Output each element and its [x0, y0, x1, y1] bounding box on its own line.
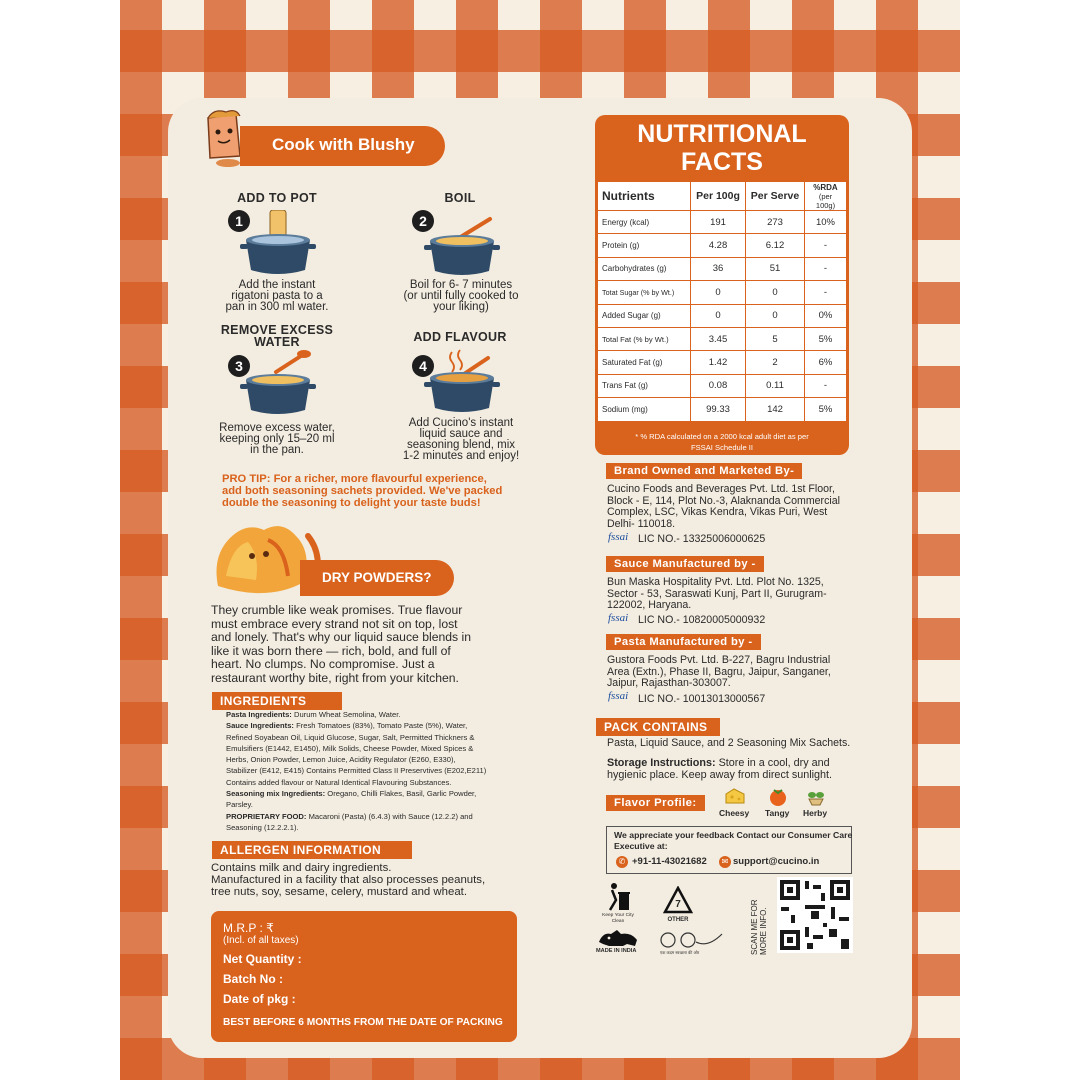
sauce-ingredients-text-1: Fresh Tomatoes (83%), Tomato Paste (5%), Water,: [293, 721, 468, 731]
allergen-heading: ALLERGEN INFORMATION: [212, 841, 412, 859]
pasta-mfr-line-1: Gustora Foods Pvt. Ltd. B-227, Bagru Industrial: [607, 654, 831, 666]
nutrition-table: [597, 181, 847, 422]
per-100g-value: 1.42: [691, 351, 746, 374]
per-serve-value: 142: [746, 398, 805, 421]
storage-line-1: [607, 757, 830, 769]
flavor-heading: Flavor Profile:: [606, 795, 705, 811]
swachh-bharat-label: एक कदम स्वच्छता की ओर: [660, 950, 700, 955]
per-100g-value: 36: [691, 257, 746, 280]
herb-icon: [806, 787, 826, 807]
pro-tip-3: double the seasoning to delight your taste buds!: [222, 497, 481, 509]
nutrition-footnote-2: FSSAI Schedule II: [690, 443, 754, 452]
step-4-text-4: 1-2 minutes and enjoy!: [402, 450, 520, 462]
brand-heading: Brand Owned and Marketed By-: [606, 463, 802, 479]
nutrition-row: [598, 281, 847, 304]
scan-text-2: MORE INFO.: [759, 907, 768, 955]
sauce-ingredients-text-5: Stabilizer (E412, E415) Contains Permitted Class II Preservtives (E202,E211): [226, 766, 487, 776]
step-1-title: ADD TO POT: [237, 191, 317, 205]
pasta-ingredients-text: Durum Wheat Semolina, Water.: [291, 710, 401, 719]
recycle-number: 7: [675, 899, 681, 910]
ingredients-heading: INGREDIENTS: [212, 692, 342, 710]
step-2-title: BOIL: [444, 191, 476, 205]
dry-powders-title: DRY POWDERS?: [322, 570, 432, 585]
mrp-label: M.R.P : ₹: [223, 921, 274, 935]
nutrient-name: Saturated Fat (g): [598, 351, 691, 374]
step-3-title-1: REMOVE EXCESS: [220, 323, 334, 337]
date-label: Date of pkg :: [223, 992, 296, 1006]
step-3-text-3: in the pan.: [250, 444, 304, 456]
seasoning-text-2: Parsley.: [226, 800, 253, 810]
per-serve-value: 0.11: [746, 374, 805, 397]
keep-clean-label: Keep Your City Clean: [602, 913, 634, 924]
nutrient-name: Protein (g): [598, 234, 691, 257]
proprietary-text-2: Seasoning (12.2.2.1).: [226, 822, 299, 832]
rda-value: 10%: [805, 211, 847, 234]
header-per-100g: Per 100g: [691, 182, 746, 211]
step-3-text-1: Remove excess water,: [219, 422, 335, 434]
cook-banner-title: Cook with Blushy: [272, 135, 415, 154]
storage-text-1: Store in a cool, dry and: [715, 757, 830, 769]
qr-code[interactable]: [777, 877, 853, 953]
seasoning-label: Seasoning mix Ingredients:: [226, 789, 326, 799]
rda-value: 5%: [805, 327, 847, 350]
cheese-icon: [724, 787, 746, 805]
contact-email[interactable]: support@cucino.in: [733, 856, 820, 867]
proprietary-label: PROPRIETARY FOOD:: [226, 811, 307, 821]
nutrition-row: [598, 374, 847, 397]
pot-pasta-icon: [240, 210, 316, 276]
nutrition-row: [598, 327, 847, 350]
nutrient-name: Carbohydrates (g): [598, 257, 691, 280]
rda-value: 6%: [805, 351, 847, 374]
nutrition-header-row: [598, 182, 847, 211]
step-1-number: 1: [228, 210, 250, 232]
per-100g-value: 0: [691, 281, 746, 304]
per-100g-value: 4.28: [691, 234, 746, 257]
nutrient-name: Total Fat (% by Wt.): [598, 327, 691, 350]
sauce-ingredients-text-6: Contains added flavour or Natural Identical Flavouring Substances.: [226, 777, 452, 787]
header-rda-label: %RDA: [813, 182, 838, 192]
nutrition-row: [598, 234, 847, 257]
flavor-cheesy: Cheesy: [719, 808, 750, 818]
rda-value: -: [805, 281, 847, 304]
scan-text-1: SCAN ME FOR: [750, 899, 759, 955]
nutrition-row: [598, 304, 847, 327]
sauce-ingredients-label: Sauce Ingredients:: [226, 721, 294, 731]
pack-text: Pasta, Liquid Sauce, and 2 Seasoning Mix Sachets.: [607, 737, 851, 749]
dry-text-6: restaurant worthy bite, right from your kitchen.: [211, 670, 459, 685]
step-2-number: 2: [412, 210, 434, 232]
dustbin-icon: [606, 882, 630, 912]
step-2-text-3: your liking): [433, 301, 489, 313]
step-1-text-3: pan in 300 ml water.: [225, 301, 329, 313]
rda-value: -: [805, 374, 847, 397]
contact-line-2: Executive at:: [614, 841, 668, 851]
fssai-logo: fssai: [608, 690, 629, 702]
step-4-number: 4: [412, 355, 434, 377]
nutrient-name: Energy (kcal): [598, 211, 691, 234]
per-100g-value: 0.08: [691, 374, 746, 397]
taxes-label: (Incl. of all taxes): [223, 935, 299, 946]
phone-icon: ✆: [616, 856, 628, 868]
step-1-text-2: rigatoni pasta to a: [231, 290, 323, 302]
contact-phone[interactable]: +91-11-43021682: [632, 856, 707, 867]
step-3-text-2: keeping only 15–20 ml: [219, 433, 335, 445]
sauce-mfr-line-3: 122002, Haryana.: [607, 599, 692, 612]
nutrition-row: [598, 398, 847, 421]
sauce-mfr-line-1: Bun Maska Hospitality Pvt. Ltd. Plot No. 1325,: [607, 576, 824, 588]
sauce-mfr-address: [607, 577, 827, 612]
sauce-ingredients-text-4: Herbs, Onion Powder, Lemon Juice, Acidity Regulator (E260, E330),: [226, 755, 456, 765]
contact-line-1: We appreciate your feedback Contact our Consumer Care: [614, 830, 853, 840]
pro-tip-1: PRO TIP: For a richer, more flavourful experience,: [222, 473, 487, 485]
header-nutrients: Nutrients: [598, 182, 691, 211]
pot-boil-icon: [424, 215, 500, 277]
per-serve-value: 5: [746, 327, 805, 350]
step-1-text-1: Add the instant: [238, 279, 316, 291]
step-2-text-2: (or until fully cooked to: [403, 290, 519, 302]
pot-flavour-icon: [424, 348, 500, 414]
nutrition-row: [598, 211, 847, 234]
swachh-bharat-icon: [658, 930, 724, 950]
step-4-text-3: seasoning blend, mix: [406, 439, 516, 451]
brand-address: [607, 484, 840, 530]
pasta-mfr-line-3: Jaipur, Rajasthan-303007.: [607, 677, 731, 690]
nutrition-row: [598, 351, 847, 374]
allergen-text-1: Contains milk and dairy ingredients.: [211, 862, 392, 874]
step-4-text-1: Add Cucino's instant: [408, 417, 514, 429]
nutrition-title-1: NUTRITIONAL: [637, 120, 807, 148]
step-4-text-2: liquid sauce and: [419, 428, 503, 440]
per-serve-value: 273: [746, 211, 805, 234]
brand-line-3: Complex, LSC, Vikas Kendra, Vikas Puri, West: [607, 506, 828, 519]
pasta-mfr-heading: Pasta Manufactured by -: [606, 634, 761, 650]
pro-tip-2: add both seasoning sachets provided. We've packed: [222, 485, 503, 497]
per-serve-value: 51: [746, 257, 805, 280]
nutrient-name: Totat Sugar (% by Wt.): [598, 281, 691, 304]
rda-value: 0%: [805, 304, 847, 327]
per-100g-value: 3.45: [691, 327, 746, 350]
brand-line-4: Delhi- 110018.: [607, 517, 676, 530]
sauce-ingredients-text-2: Refined Soyabean Oil, Liquid Glucose, Sugar, Salt, Permitted Thickners &: [226, 732, 475, 742]
sauce-ingredients-text-3: Emulsifiers (E1442, E1450), Milk Solids, Cheese Powder, Mixed Spices &: [226, 743, 474, 753]
made-in-india-label: MADE IN INDIA: [596, 948, 637, 954]
step-3-number: 3: [228, 355, 250, 377]
per-serve-value: 0: [746, 304, 805, 327]
step-2-text-1: Boil for 6- 7 minutes: [409, 279, 513, 291]
dry-text-3: and lonely. That's why our liquid sauce blends in: [211, 630, 472, 644]
dry-text-1: They crumble like weak promises. True flavour: [211, 603, 463, 617]
rda-value: -: [805, 257, 847, 280]
per-100g-value: 0: [691, 304, 746, 327]
dry-text-5: heart. No clumps. No compromise. Just a: [211, 657, 435, 671]
step-4-title: ADD FLAVOUR: [413, 330, 507, 344]
pack-heading: PACK CONTAINS: [596, 718, 720, 736]
tomato-icon: [768, 787, 788, 807]
nutrient-name: Trans Fat (g): [598, 374, 691, 397]
per-serve-value: 2: [746, 351, 805, 374]
header-rda: [805, 182, 847, 211]
proprietary-text-1: Macaroni (Pasta) (6.4.3) with Sauce (12.2.2) and: [306, 811, 473, 821]
step-3-title-2: WATER: [254, 335, 300, 349]
sauce-mfr-license: LIC NO.- 10820005000932: [638, 614, 766, 626]
scan-text: [750, 875, 768, 955]
pasta-ingredients-label: Pasta Ingredients:: [226, 710, 292, 719]
dry-text-2: must embrace every strand not sit on top, lost: [211, 616, 458, 631]
fssai-logo: fssai: [608, 612, 629, 624]
pot-drain-icon: [240, 350, 316, 416]
batch-label: Batch No :: [223, 972, 283, 986]
allergen-text-3: tree nuts, soy, sesame, celery, mustard and wheat.: [211, 886, 467, 898]
lion-icon: [597, 928, 639, 948]
per-100g-value: 99.33: [691, 398, 746, 421]
nutrition-title-2: FACTS: [681, 148, 763, 176]
fssai-logo: fssai: [608, 531, 629, 543]
sauce-mfr-heading: Sauce Manufactured by -: [606, 556, 764, 572]
seasoning-text-1: Oregano, Chilli Flakes, Basil, Garlic Powder,: [325, 789, 477, 799]
flavor-herby: Herby: [803, 808, 828, 818]
brand-license: LIC NO.- 13325006000625: [638, 533, 766, 545]
allergen-text-2: Manufactured in a facility that also processes peanuts,: [211, 874, 486, 886]
ingredients-block: [226, 709, 546, 833]
pasta-mfr-license: LIC NO.- 10013013000567: [638, 693, 766, 705]
best-before-label: BEST BEFORE 6 MONTHS FROM THE DATE OF PACKING: [223, 1017, 503, 1028]
header-per-serve: Per Serve: [746, 182, 805, 211]
nutrient-name: Sodium (mg): [598, 398, 691, 421]
nutrient-name: Added Sugar (g): [598, 304, 691, 327]
storage-label: Storage Instructions:: [607, 757, 716, 769]
per-100g-value: 191: [691, 211, 746, 234]
recycle-label: OTHER: [667, 917, 689, 923]
rda-value: -: [805, 234, 847, 257]
email-icon: ✉: [719, 856, 731, 868]
storage-text-2: hygienic place. Keep away from direct sunlight.: [607, 769, 833, 781]
per-serve-value: 6.12: [746, 234, 805, 257]
dry-text-4: like it was born there — rich, bold, and full of: [211, 643, 451, 658]
pasta-mfr-address: [607, 655, 831, 690]
rda-value: 5%: [805, 398, 847, 421]
flavor-tangy: Tangy: [765, 808, 790, 818]
per-serve-value: 0: [746, 281, 805, 304]
nutrition-footnote-1: * % RDA calculated on a 2000 kcal adult diet as per: [635, 432, 809, 441]
net-quantity-label: Net Quantity :: [223, 952, 302, 966]
header-rda-unit: (per 100g): [815, 191, 836, 210]
sauce-mfr-line-2: Sector - 53, Saraswati Kunj, Part II, Gurugram-: [607, 587, 827, 600]
brand-line-1: Cucino Foods and Beverages Pvt. Ltd. 1st Floor,: [607, 483, 835, 495]
pasta-mfr-line-2: Area (Extn.), Phase II, Bagru, Jaipur, Sanganer,: [607, 665, 831, 678]
brand-line-2: Block - E, 114, Plot No.-3, Alaknanda Commercial: [607, 494, 840, 507]
nutrition-row: [598, 257, 847, 280]
